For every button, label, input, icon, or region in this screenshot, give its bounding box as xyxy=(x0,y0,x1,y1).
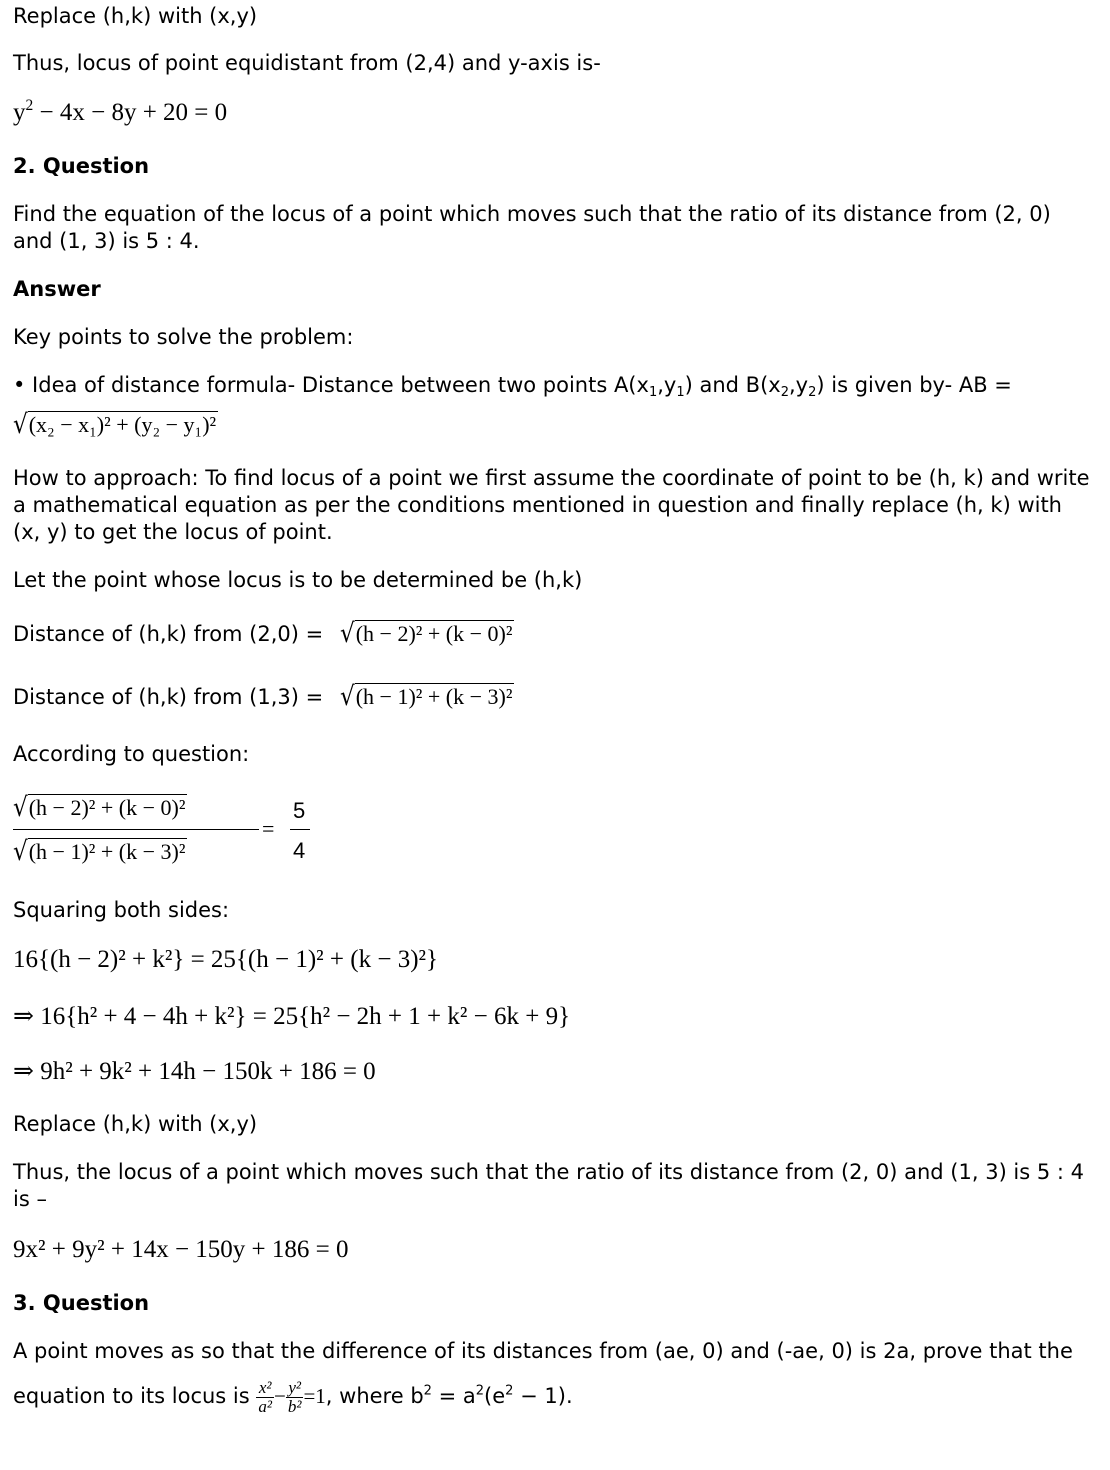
step-1-equation: 16{(h − 2)² + k²} = 25{(h − 1)² + (k − 3)²} xyxy=(13,946,439,973)
ratio-4: 4 xyxy=(293,838,306,863)
ratio-5: 5 xyxy=(293,798,306,823)
let-statement: Let the point whose locus is to be determined be (h,k) xyxy=(13,568,583,592)
ratio-bar xyxy=(290,829,310,830)
distance-formula-expression: √(x₂ − x₁)² + (y₂ − y₁)² xyxy=(13,410,218,440)
key-points-heading: Key points to solve the problem: xyxy=(13,325,354,349)
radical-icon: √ xyxy=(13,837,28,867)
question-3-text: A point moves as so that the difference of its distances from (ae, 0) and (-ae, 0) is 2a, prove that the xyxy=(13,1339,1073,1363)
locus-statement-2: Thus, the locus of a point which moves such that the ratio of its distance from (2, 0) and (1, 3) is 5 : 4 is – xyxy=(13,1160,1085,1211)
equation-locus-1: $y^2 - 4x - 8y + 20 = 0$ xyxy=(13,96,228,126)
final-locus-equation: 9x² + 9y² + 14x − 150y + 186 = 0 xyxy=(13,1236,349,1263)
distance-2-label: Distance of (h,k) from (1,3) = xyxy=(13,685,324,709)
question-3-equation-line: equation to its locus is $\frac{\text{x²}}{\text{a²}}$ − $\frac{\text{y²}}{\text{b²}}$ =1, where $b^2 = a^2(e^2 - 1)$. xyxy=(13,1377,573,1416)
distance-2-expression: √(h − 1)² + (k − 3)² xyxy=(340,682,514,712)
question-2-heading: 2. Question xyxy=(13,154,150,178)
according-label: According to question: xyxy=(13,742,250,766)
distance-1-expression: √(h − 2)² + (k − 0)² xyxy=(340,619,514,649)
equals-sign: = xyxy=(262,816,275,841)
fraction-bar xyxy=(13,829,259,830)
radical-icon: √ xyxy=(340,619,355,649)
question-3-heading: 3. Question xyxy=(13,1291,150,1315)
y-over-b-fraction: $\frac{\text{y²}}{\text{b²}}$ xyxy=(287,1377,302,1416)
ratio-denominator: √(h − 1)² + (k − 3)² xyxy=(13,837,187,867)
answer-heading: Answer xyxy=(13,277,101,301)
radical-icon: √ xyxy=(13,410,28,440)
replace-line-1: Replace (h,k) with (x,y) xyxy=(13,4,258,28)
replace-line-2: Replace (h,k) with (x,y) xyxy=(13,1112,258,1136)
ratio-numerator: √(h − 2)² + (k − 0)² xyxy=(13,793,187,823)
radical-icon: √ xyxy=(340,682,355,712)
distance-1-label: Distance of (h,k) from (2,0) = xyxy=(13,622,324,646)
squaring-label: Squaring both sides: xyxy=(13,898,230,922)
step-2-equation: ⇒ 16{h² + 4 − 4h + k²} = 25{h² − 2h + 1 + k² − 6k + 9} xyxy=(13,1003,571,1030)
x-over-a-fraction: $\frac{\text{x²}}{\text{a²}}$ xyxy=(258,1377,272,1416)
radical-icon: √ xyxy=(13,793,28,823)
locus-statement-1: Thus, locus of point equidistant from (2,4) and y-axis is- xyxy=(13,51,601,75)
distance-formula-bullet: • Idea of distance formula- Distance between two points $A(x_1,y_1)$ and $B(x_2,y_2)$ is given by- AB = xyxy=(13,373,1012,400)
question-2-text: Find the equation of the locus of a point which moves such that the ratio of its distance from (2, 0) and (1, 3) is 5 : 4. xyxy=(13,202,1051,253)
approach-paragraph: How to approach: To find locus of a point we first assume the coordinate of point to be (h, k) and write a mathematical equation as per the conditions mentioned in question and finally replace (h, k) with (x, y) to get the locus of point. xyxy=(13,466,1090,544)
step-3-equation: ⇒ 9h² + 9k² + 14h − 150k + 186 = 0 xyxy=(13,1058,376,1085)
